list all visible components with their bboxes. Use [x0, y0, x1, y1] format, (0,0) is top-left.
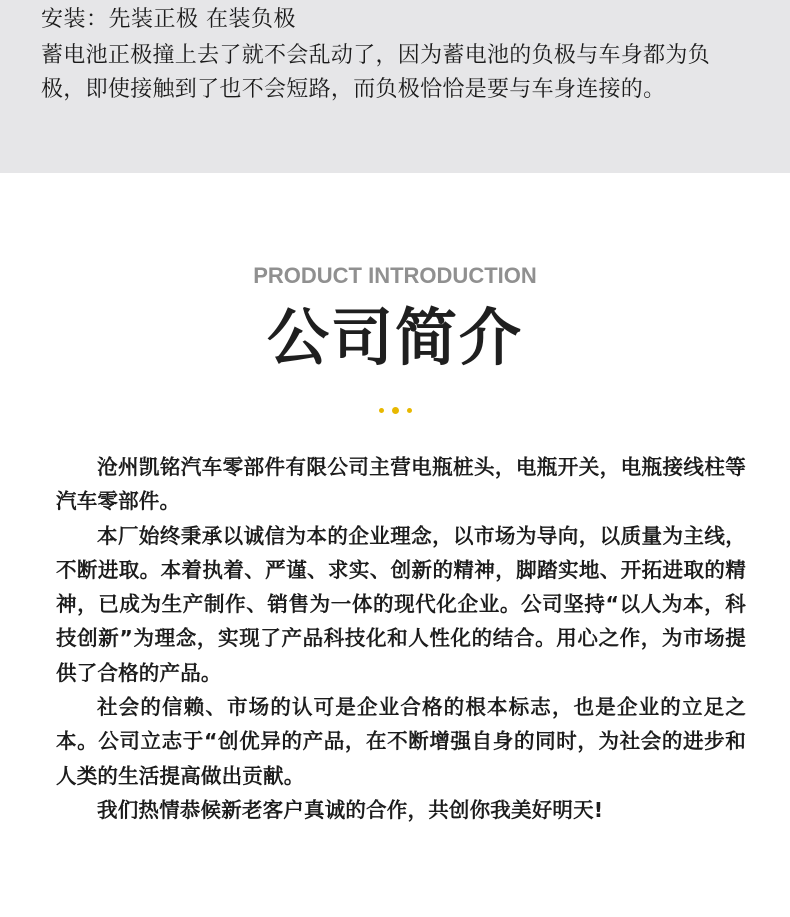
dot-icon	[407, 408, 412, 413]
decorative-dots	[0, 408, 790, 414]
intro-paragraph: 我们热情恭候新老客户真诚的合作，共创你我美好明天!	[97, 797, 604, 822]
intro-paragraph: 沧州凯铭汽车零部件有限公司主营电瓶桩头，电瓶开关，电瓶接线柱等汽车零部件。	[56, 455, 746, 514]
section-title: 公司简介	[266, 301, 523, 374]
installation-description: 蓄电池正极撞上去了就不会乱动了，因为蓄电池的负极与车身都为负极，即使接触到了也不会短路，而负极恰恰是要与车身连接的。	[41, 43, 711, 102]
intro-paragraph: 社会的信赖、市场的认可是企业合格的根本标志，也是企业的立足之本。公司立志于“创优异的产品，在不断增强自身的同时，为社会的进步和人类的生活提高做出贡献。	[56, 695, 746, 788]
installation-heading: 安装：先装正极 在装负极	[41, 7, 296, 32]
installation-note-panel	[0, 0, 790, 173]
company-introduction-text	[56, 450, 746, 827]
intro-paragraph: 本厂始终秉承以诚信为本的企业理念，以市场为导向，以质量为主线，不断进取。本着执着、严谨、求实、创新的精神，脚踏实地、开拓进取的精神，已成为生产制作、销售为一体的现代化企业。公司坚持“以人为本，科技创新”为理念，实现了产品科技化和人性化的结合。用心之作，为市场提供了合格的产品。	[56, 523, 746, 685]
dot-icon	[379, 408, 384, 413]
dot-icon	[392, 407, 399, 414]
section-eyebrow: PRODUCT INTRODUCTION	[253, 263, 537, 288]
